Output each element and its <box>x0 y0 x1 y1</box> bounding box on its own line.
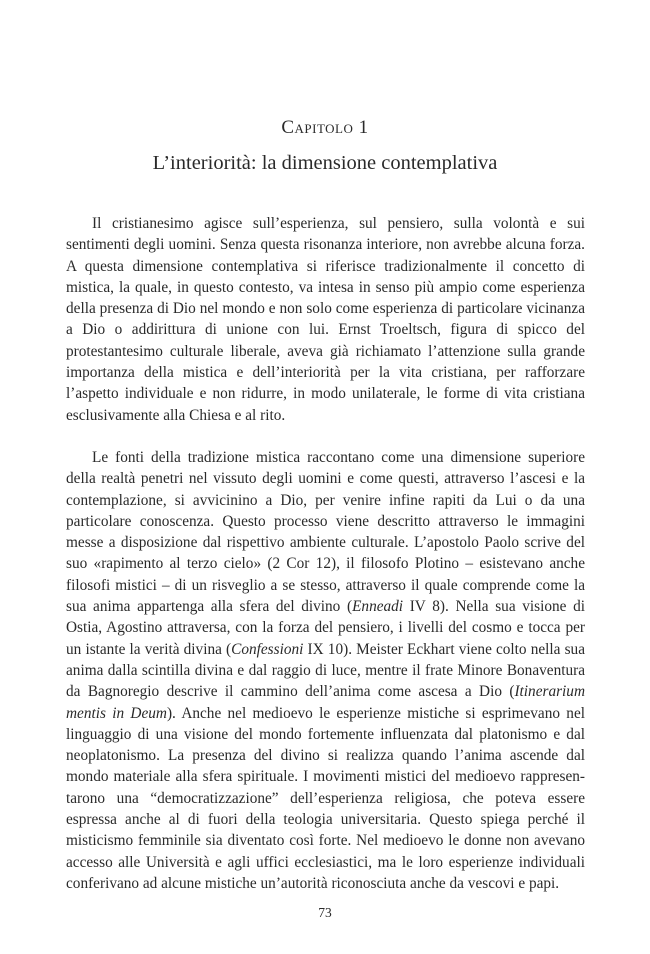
paragraph-text: Il cristianesimo agisce sull’esperienza, sul pensiero, sulla volontà e sui sentimenti degli uomini. Senza questa risonanza interiore, non avrebbe alcuna forza. A questa dimensione contemplativa si riferisce tradizionalmente il concetto di mistica, la quale, in questo contesto, va intesa in senso più ampio come esperienza della presenza di Dio nel mondo e non solo come esperienza di particolare vicinanza a Dio o addirittura di unione con lui. Ernst Troeltsch, figura di spicco del protestantesimo culturale liberale, aveva già richiamato l’attenzione sulla grande importanza della mistica e dell’interiorità per la vita cristiana, per rafforzare l’aspetto individuale e non ridurre, in modo unilaterale, le forme di vita cristiana esclusivamente alla Chiesa e al rito. <box>66 215 585 424</box>
paragraph <box>66 447 585 894</box>
paragraph-text: ). Anche nel medioevo le esperienze mistiche si esprimevano nel linguaggio di una visione del mondo fortemente influenzata dal platonismo e dal neoplatonismo. La presenza del divino si realizza quando l’anima ascende dal mondo materiale alla sfera spirituale. I movimenti mistici del medioevo rappresentarono una “democratizzazione” dell’esperienza religiosa, che poteva essere espressa anche al di fuori della teologia universitaria. Questo spiega perché il misticismo femminile sia diventato così forte. Nel medioevo le donne non avevano accesso alle Università e agli uffici ecclesiastici, ma le loro esperienze individuali conferivano ad alcune mistiche un’autorità riconosciuta anche da vescovi e papi. <box>66 704 585 892</box>
chapter-title: L’interiorità: la dimensione contemplativa <box>152 152 498 174</box>
paragraph-text: IV 8). Nella sua visione di Ostia, Agostino attraversa, con la forza del pensiero, i livelli del cosmo e tocca per un istante la verità divina ( <box>66 598 585 658</box>
book-title-italic: Enneadi <box>352 598 404 616</box>
page-number: 73 <box>318 905 332 920</box>
chapter-body <box>66 213 585 894</box>
book-title-italic: Itinerarium mentis in Deum <box>66 683 585 722</box>
book-title-italic: Confessioni <box>231 640 304 658</box>
paragraph-text: Le fonti della tradizione mistica raccontano come una dimensione superiore della realtà penetri nel vissuto degli uomini e come questi, attraverso l’ascesi e la contemplazione, si avvicinino a Dio, per venire infine rapiti da Lui o da una particolare conoscenza. Questo processo viene descritto attraverso le immagini messe a disposizione dal rispettivo ambiente culturale. L’apostolo Paolo scrive del suo «rapimento al terzo cielo» (2 Cor 12), il filosofo Plotino – esistevano anche filosofi mistici – di un risveglio a se stesso, attraverso il quale comprende come la sua anima appartenga alla sfera del divino ( <box>66 448 585 616</box>
paragraph <box>66 213 585 426</box>
chapter-label: Capitolo 1 <box>281 117 369 138</box>
paragraph-text: IX 10). Meister Eckhart viene colto nella sua anima dalla scintilla divina e dal raggio di luce, mentre il frate Minore Bonaventura da Bagnoregio descrive il cammino dell’anima come ascesa a Dio ( <box>66 640 585 701</box>
